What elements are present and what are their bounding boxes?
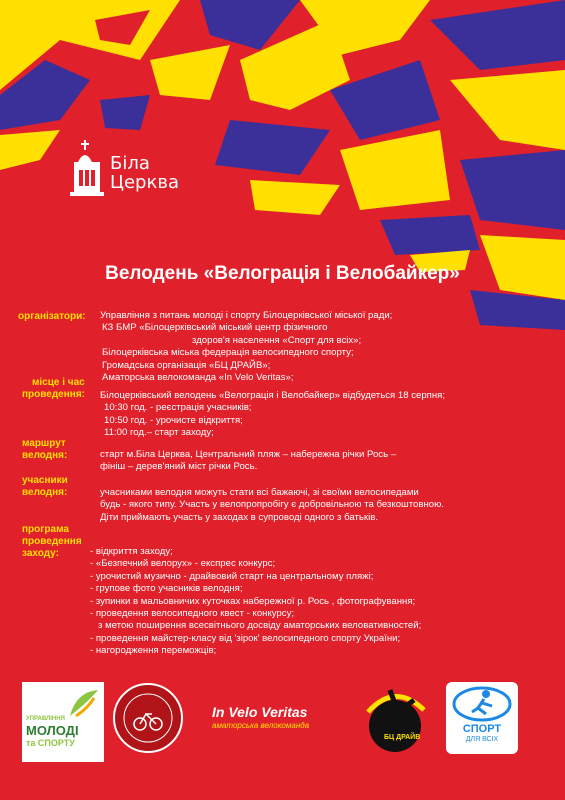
participants-line: учасниками велодня можуть стати всі бажаючі, зі своїми велосипедами (100, 487, 419, 498)
organizer-line: Білоцерківська міська федерація велосипедного спорту; (102, 347, 354, 359)
velo-team-name: In Velo Veritas (212, 704, 308, 720)
sport-all-line2: ДЛЯ ВСІХ (465, 736, 499, 743)
cycling-federation-seal (112, 682, 184, 754)
schedule-line: Білоцерківський велодень «Велограція і Велобайкер» відбудеться 18 серпня; (100, 390, 446, 401)
organizers-label: організатори: (18, 311, 86, 322)
schedule-line: 10:30 год. - реєстрація учасників; (104, 402, 252, 414)
dancer-icon (360, 682, 430, 762)
place-time-text (100, 390, 445, 440)
sport-for-all-logo (446, 682, 518, 754)
program-label-3: заходу: (22, 548, 59, 559)
program-label-2: проведення (22, 536, 82, 547)
participants-label-2: велодня: (22, 487, 68, 498)
program-item: - нагородження переможців; (90, 645, 217, 657)
participants-text (100, 487, 444, 524)
program-text (90, 546, 421, 658)
schedule-line: 10:50 год. - урочисте відкриття; (104, 414, 243, 426)
organizer-line: Управління з питань молоді і спорту Білоцерківської міської ради; (100, 310, 393, 321)
youth-sport-line2: МОЛОДІ (26, 723, 79, 738)
organizer-line: КЗ БМР «Білоцерківський міський центр фізичного (102, 322, 328, 334)
program-item: - «Безпечний велорух» - експрес конкурс; (90, 558, 276, 570)
route-label-1: маршрут (22, 438, 66, 449)
velo-team-sub: аматорська велокоманда (212, 721, 310, 730)
participants-line: Діти приймають участь у заходах в супроводі одного з батьків. (100, 511, 378, 523)
route-line: фініш – дерев'яний міст річки Рось. (100, 461, 258, 473)
leaf-icon (68, 688, 100, 718)
organizers-text (100, 310, 392, 384)
route-text (100, 449, 396, 474)
event-title: Велодень «Велограція і Велобайкер» (105, 263, 460, 284)
city-logo-line1: Біла (110, 153, 150, 174)
route-line: старт м.Біла Церква, Центральний пляж – набережна річки Рось – (100, 449, 397, 460)
runner-icon (452, 686, 512, 722)
in-velo-veritas-logo (212, 704, 352, 730)
schedule-line: 11:00 год.– старт заходу; (104, 427, 214, 439)
program-item: - проведення майстер-класу від 'зірок' велосипедного спорту України; (90, 632, 401, 644)
youth-sport-line1: УПРАВЛІННЯ (26, 716, 65, 722)
program-label-1: програма (22, 524, 69, 535)
route-label-2: велодня: (22, 450, 68, 461)
organizer-line: Аматорська велокоманда «In Velo Veritas»; (102, 372, 294, 384)
partner-logos (0, 678, 565, 768)
bc-drive-text: БЦ ДРАЙВ (384, 734, 421, 741)
program-item: - урочистий музично - драйвовий старт на центральному пляжі; (90, 570, 374, 582)
place-time-label-1: місце і час (32, 377, 85, 388)
program-item: - проведення велосипедного квест - конкурсу; (90, 608, 295, 620)
bc-drive-logo (360, 682, 430, 762)
church-icon (70, 140, 104, 196)
city-logo (70, 140, 210, 200)
program-item: - зупинки в мальовничих куточках набережної р. Рось , фотографування; (90, 595, 416, 607)
program-item: - групове фото учасників велодня; (90, 583, 243, 595)
participants-line: будь - якого типу. Участь у велопропробігу є добровільною та безкоштовною. (100, 499, 444, 511)
sport-all-line1: СПОРТ (462, 723, 502, 735)
organizer-line: Громадська організація «БЦ ДРАЙВ»; (102, 359, 271, 371)
participants-label-1: учасники (22, 475, 68, 486)
place-time-label-2: проведення: (22, 389, 85, 400)
organizer-line: здоров'я населення «Спорт для всіх»; (192, 334, 362, 346)
youth-sport-line3: та СПОРТУ (26, 738, 75, 748)
city-logo-line2: Церква (110, 172, 179, 193)
youth-sport-logo (22, 682, 104, 762)
program-item: з метою поширення всесвітнього досвіду аматорських веловативностей; (98, 620, 422, 632)
program-item: - відкриття заходу; (90, 546, 173, 557)
